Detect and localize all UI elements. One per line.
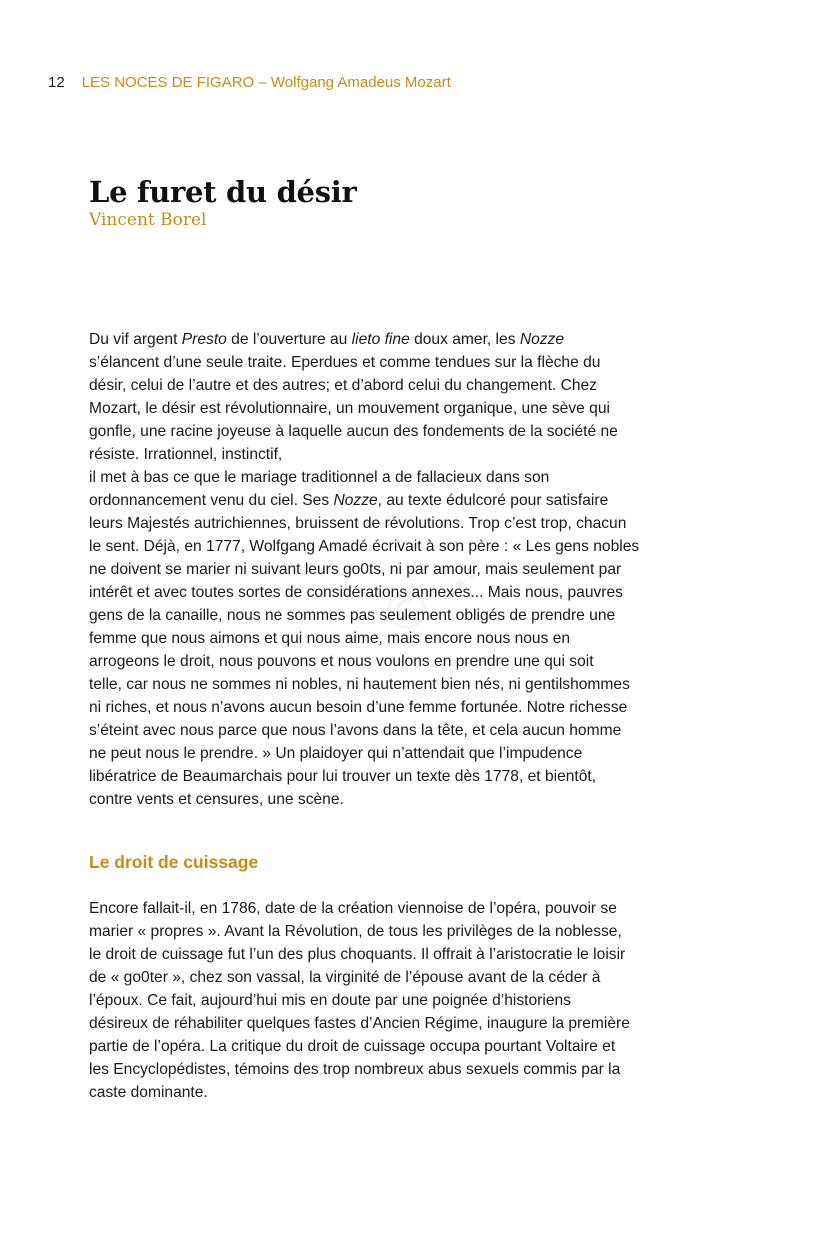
- text-line: désireux de réhabiliter quelques fastes d’Ancien Régime, inaugure la première: [89, 1015, 630, 1032]
- text-run: , au texte édulcoré pour satisfaire: [377, 492, 609, 509]
- text-line: gens de la canaille, nous ne sommes pas seulement obligés de prendre une: [89, 607, 616, 624]
- italic-term: Nozze: [519, 331, 565, 348]
- text-line: le sent. Déjà, en 1777, Wolfgang Amadé écrivait à son père : « Les gens nobles: [89, 538, 640, 555]
- text-line: ne peut nous le prendre. » Un plaidoyer qui n’attendait que l’impudence: [89, 745, 583, 762]
- text-line: ni riches, et nous n’avons aucun besoin d’une femme fortunée. Notre richesse: [89, 699, 628, 716]
- text-line: femme que nous aimons et qui nous aime, mais encore nous nous en: [89, 630, 571, 647]
- text-line: libératrice de Beaumarchais pour lui trouver un texte dès 1778, et bientôt,: [89, 768, 597, 785]
- article-title: Le furet du désir: [89, 175, 357, 209]
- text-line: intérêt et avec toutes sortes de considérations annexes... Mais nous, pauvres: [89, 584, 623, 601]
- text-line: résiste. Irrationnel, instinctif,: [89, 446, 283, 463]
- text-line: leurs Majestés autrichiennes, bruissent de révolutions. Trop c’est trop, chacun: [89, 515, 627, 532]
- text-line: caste dominante.: [89, 1084, 208, 1101]
- text-line: contre vents et censures, une scène.: [89, 791, 344, 808]
- text-line: désir, celui de l’autre et des autres; et d’abord celui du changement. Chez: [89, 377, 597, 394]
- text-line: telle, car nous ne sommes ni nobles, ni hautement bien nés, ni gentilshommes: [89, 676, 630, 693]
- text-line: s’éteint avec nous parce que nous l’avons dans la tête, et cela aucun homme: [89, 722, 622, 739]
- running-header: [48, 73, 451, 93]
- article-author: Vincent Borel: [89, 210, 207, 230]
- text-line: il met à bas ce que le mariage traditionnel a de fallacieux dans son: [89, 469, 550, 486]
- paragraph-droit-de-cuissage: [89, 897, 719, 1104]
- composer-name: Wolfgang Amadeus Mozart: [270, 74, 451, 91]
- text-line: de « go0ter », chez son vassal, la virginité de l’épouse avant de la céder à: [89, 969, 601, 986]
- text-line: s’élancent d’une seule traite. Eperdues et comme tendues sur la flèche du: [89, 354, 601, 371]
- text-run: Du vif argent: [89, 331, 182, 348]
- italic-term: Presto: [181, 331, 227, 348]
- text-line: Encore fallait-il, en 1786, date de la création viennoise de l’opéra, pouvoir se: [89, 900, 617, 917]
- section-heading: Le droit de cuissage: [89, 852, 259, 872]
- text-line: arrogeons le droit, nous pouvons et nous voulons en prendre une qui soit: [89, 653, 594, 670]
- text-run: de l’ouverture au: [226, 331, 352, 348]
- italic-term: Nozze: [333, 492, 378, 509]
- paragraph-intro: [89, 328, 719, 811]
- text-line: l’époux. Ce fait, aujourd’hui mis en doute par une poignée d’historiens: [89, 992, 571, 1009]
- text-run: ordonnancement venu du ciel. Ses: [89, 492, 334, 509]
- text-line: marier « propres ». Avant la Révolution, de tous les privilèges de la noblesse,: [89, 923, 622, 940]
- text-line: [89, 489, 719, 512]
- text-line: ne doivent se marier ni suivant leurs go0ts, ni par amour, mais seulement par: [89, 561, 622, 578]
- header-separator: –: [254, 74, 271, 91]
- text-line: les Encyclopédistes, témoins des trop nombreux abus sexuels commis par la: [89, 1061, 621, 1078]
- page-number: 12: [48, 74, 65, 91]
- text-line: Mozart, le désir est révolutionnaire, un mouvement organique, une sève qui: [89, 400, 610, 417]
- watermark-text: © ...: [372, 535, 488, 647]
- text-run: doux amer, les: [409, 331, 520, 348]
- text-line: [89, 328, 719, 351]
- text-line: le droit de cuissage fut l’un des plus choquants. Il offrait à l’aristocratie le loisir: [89, 946, 626, 963]
- opera-title: LES NOCES DE FIGARO: [81, 74, 255, 91]
- text-line: gonfle, une racine joyeuse à laquelle aucun des fondements de la société ne: [89, 423, 618, 440]
- italic-term: lieto fine: [351, 331, 410, 348]
- text-line: partie de l’opéra. La critique du droit de cuissage occupa pourtant Voltaire et: [89, 1038, 616, 1055]
